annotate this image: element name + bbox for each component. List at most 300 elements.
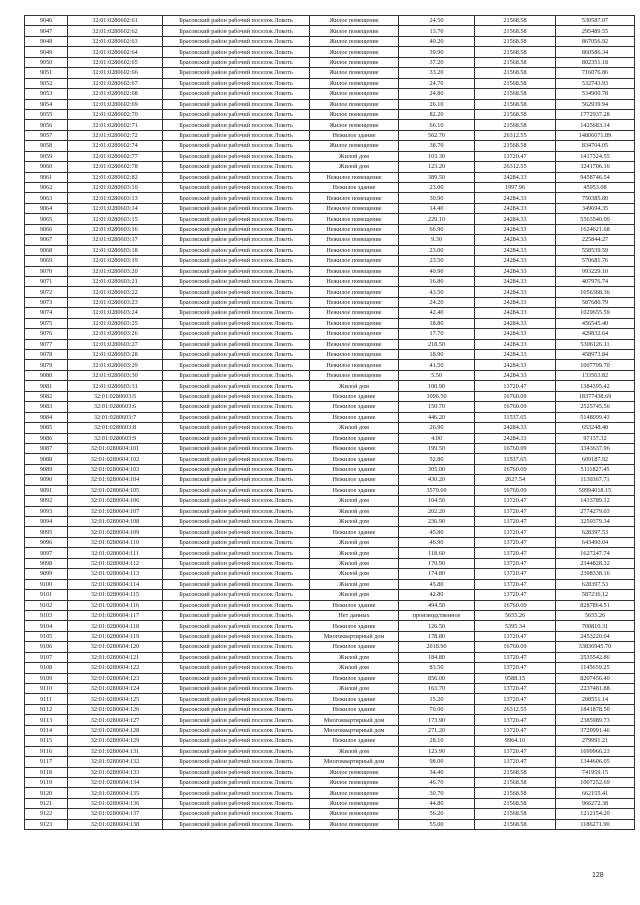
object-type-cell: Жилое помещение <box>310 78 399 88</box>
area-cell: 24.20 <box>399 297 475 307</box>
cadastral-value-cell: 2398338.16 <box>556 569 635 579</box>
area-cell: 2018.90 <box>399 642 475 652</box>
cadastral-number-cell: 32:01:0280604:111 <box>68 548 163 558</box>
unit-value-cell: 24284.33 <box>475 172 556 182</box>
cadastral-number-cell: 32:01:0280604:101 <box>68 443 163 453</box>
unit-value-cell: 24284.33 <box>475 256 556 266</box>
unit-value-cell: 16760.09 <box>475 391 556 401</box>
cadastral-value-cell: 628397.53 <box>556 579 635 589</box>
object-type-cell: Жилой дом <box>310 548 399 558</box>
unit-value-cell: 21568.58 <box>475 798 556 808</box>
area-cell: 5.50 <box>399 370 475 380</box>
area-cell: 40.20 <box>399 36 475 46</box>
row-number-cell: 9057 <box>25 130 68 140</box>
cadastral-number-cell: 32:01:0280604:129 <box>68 736 163 746</box>
row-number-cell: 9104 <box>25 621 68 631</box>
area-cell: 42.80 <box>399 590 475 600</box>
address-cell: Брасовский район рабочий поселок Локоть <box>163 527 310 537</box>
cadastral-number-cell: 32:01:0280602:63 <box>68 36 163 46</box>
unit-value-cell: 13720.47 <box>475 381 556 391</box>
cadastral-value-cell: 802351.18 <box>556 57 635 67</box>
cadastral-value-cell: 562939.94 <box>556 99 635 109</box>
cadastral-number-cell: 32:01:0280602:72 <box>68 130 163 140</box>
row-number-cell: 9085 <box>25 423 68 433</box>
area-cell: 229.10 <box>399 214 475 224</box>
object-type-cell: Жилой дом <box>310 558 399 568</box>
object-type-cell: Нежилое помещение <box>310 360 399 370</box>
address-cell: Брасовский район рабочий поселок Локоть <box>163 736 310 746</box>
object-type-cell: Жилое помещение <box>310 120 399 130</box>
unit-value-cell: 21568.58 <box>475 141 556 151</box>
area-cell: 163.70 <box>399 684 475 694</box>
table-row <box>25 99 635 109</box>
row-number-cell: 9074 <box>25 308 68 318</box>
table-row <box>25 287 635 297</box>
address-cell: Брасовский район рабочий поселок Локоть <box>163 26 310 36</box>
area-cell: 199.50 <box>399 443 475 453</box>
row-number-cell: 9103 <box>25 610 68 620</box>
area-cell: 494.50 <box>399 600 475 610</box>
table-row <box>25 47 635 57</box>
cadastral-value-cell: 456545.40 <box>556 318 635 328</box>
cadastral-number-cell: 32:01:0280603:29 <box>68 360 163 370</box>
cadastral-value-cell: 1384395.42 <box>556 381 635 391</box>
row-number-cell: 9047 <box>25 26 68 36</box>
unit-value-cell: 24284.33 <box>475 224 556 234</box>
area-cell: 24.50 <box>399 16 475 26</box>
object-type-cell: Нежилое помещение <box>310 235 399 245</box>
cadastral-number-cell: 32:01:0280604:135 <box>68 788 163 798</box>
table-row <box>25 308 635 318</box>
table-row <box>25 68 635 78</box>
table-body <box>25 16 635 830</box>
area-cell: 123.90 <box>399 746 475 756</box>
object-type-cell: Жилой дом <box>310 423 399 433</box>
object-type-cell: Нежилое помещение <box>310 370 399 380</box>
area-cell: 45.80 <box>399 527 475 537</box>
unit-value-cell: 24284.33 <box>475 276 556 286</box>
cadastral-number-cell: 32:01:0280603:18 <box>68 245 163 255</box>
table-row <box>25 78 635 88</box>
cadastral-value-cell: 2525745.56 <box>556 402 635 412</box>
area-cell: 9.30 <box>399 235 475 245</box>
address-cell: Брасовский район рабочий поселок Локоть <box>163 433 310 443</box>
address-cell: Брасовский район рабочий поселок Локоть <box>163 109 310 119</box>
unit-value-cell: 13720.47 <box>475 517 556 527</box>
table-row <box>25 684 635 694</box>
address-cell: Брасовский район рабочий поселок Локоть <box>163 287 310 297</box>
address-cell: Брасовский район рабочий поселок Локоть <box>163 725 310 735</box>
object-type-cell: Нежилое здание <box>310 412 399 422</box>
table-row <box>25 266 635 276</box>
row-number-cell: 9067 <box>25 235 68 245</box>
object-type-cell: Нежилое здание <box>310 694 399 704</box>
object-type-cell: Жилое помещение <box>310 16 399 26</box>
table-row <box>25 548 635 558</box>
object-type-cell: Нежилое здание <box>310 736 399 746</box>
object-type-cell: Нежилое здание <box>310 130 399 140</box>
object-type-cell: Нет данных <box>310 610 399 620</box>
object-type-cell: Нежилое здание <box>310 443 399 453</box>
address-cell: Брасовский район рабочий поселок Локоть <box>163 673 310 683</box>
object-type-cell: Нежилое здание <box>310 391 399 401</box>
cadastral-value-cell: 966272.38 <box>556 798 635 808</box>
unit-value-cell: 24284.33 <box>475 360 556 370</box>
unit-value-cell: 21568.58 <box>475 99 556 109</box>
area-cell: 118.60 <box>399 548 475 558</box>
unit-value-cell: 5655.26 <box>475 610 556 620</box>
address-cell: Брасовский район рабочий поселок Локоть <box>163 631 310 641</box>
row-number-cell: 9089 <box>25 464 68 474</box>
area-cell: 70.00 <box>399 704 475 714</box>
address-cell: Брасовский район рабочий поселок Локоть <box>163 256 310 266</box>
unit-value-cell: 21568.58 <box>475 57 556 67</box>
area-cell: 856.00 <box>399 673 475 683</box>
cadastral-number-cell: 32:01:0280604:124 <box>68 684 163 694</box>
area-cell: 55.00 <box>399 819 475 829</box>
unit-value-cell: 13720.47 <box>475 151 556 161</box>
cadastral-number-cell: 32:01:0280604:114 <box>68 579 163 589</box>
cadastral-number-cell: 32:01:0280602:74 <box>68 141 163 151</box>
unit-value-cell: 24284.33 <box>475 308 556 318</box>
address-cell: Брасовский район рабочий поселок Локоть <box>163 78 310 88</box>
cadastral-number-cell: 32:01:0280603:24 <box>68 308 163 318</box>
cadastral-number-cell: 32:01:0280604:125 <box>68 694 163 704</box>
cadastral-value-cell: 1145659.25 <box>556 663 635 673</box>
row-number-cell: 9061 <box>25 172 68 182</box>
cadastral-number-cell: 32:01:0280602:62 <box>68 26 163 36</box>
address-cell: Брасовский район рабочий поселок Локоть <box>163 715 310 725</box>
address-cell: Брасовский район рабочий поселок Локоть <box>163 16 310 26</box>
cadastral-number-cell: 32:01:0280604:110 <box>68 537 163 547</box>
object-type-cell: Нежилое здание <box>310 433 399 443</box>
area-cell: 4.00 <box>399 433 475 443</box>
object-type-cell: Жилое помещение <box>310 141 399 151</box>
row-number-cell: 9122 <box>25 809 68 819</box>
unit-value-cell: 13720.47 <box>475 579 556 589</box>
row-number-cell: 9096 <box>25 537 68 547</box>
row-number-cell: 9112 <box>25 704 68 714</box>
object-type-cell: Жилое помещение <box>310 809 399 819</box>
address-cell: Брасовский район рабочий поселок Локоть <box>163 99 310 109</box>
object-type-cell: Нежилое здание <box>310 475 399 485</box>
address-cell: Брасовский район рабочий поселок Локоть <box>163 798 310 808</box>
row-number-cell: 9091 <box>25 485 68 495</box>
object-type-cell: Жилое помещение <box>310 36 399 46</box>
object-type-cell: Нежилое здание <box>310 704 399 714</box>
cadastral-value-cell: 5306126.11 <box>556 339 635 349</box>
row-number-cell: 9087 <box>25 443 68 453</box>
row-number-cell: 9097 <box>25 548 68 558</box>
area-cell: 30.70 <box>399 788 475 798</box>
unit-value-cell: 24284.33 <box>475 193 556 203</box>
table-row <box>25 381 635 391</box>
cadastral-value-cell: 97137.32 <box>556 433 635 443</box>
cadastral-value-cell: 1007799.70 <box>556 360 635 370</box>
table-row <box>25 402 635 412</box>
address-cell: Брасовский район рабочий поселок Локоть <box>163 360 310 370</box>
area-cell: производственное <box>399 610 475 620</box>
row-number-cell: 9086 <box>25 433 68 443</box>
row-number-cell: 9117 <box>25 757 68 767</box>
cadastral-number-cell: 32:01:0280604:120 <box>68 642 163 652</box>
table-row <box>25 642 635 652</box>
table-row <box>25 517 635 527</box>
address-cell: Брасовский район рабочий поселок Локоть <box>163 443 310 453</box>
address-cell: Брасовский район рабочий поселок Локоть <box>163 203 310 213</box>
row-number-cell: 9094 <box>25 517 68 527</box>
area-cell: 42.40 <box>399 308 475 318</box>
cadastral-number-cell: 32:01:0280604:107 <box>68 506 163 516</box>
table-row <box>25 120 635 130</box>
cadastral-number-cell: 32:01:0280604:136 <box>68 798 163 808</box>
address-cell: Брасовский район рабочий поселок Локоть <box>163 412 310 422</box>
address-cell: Брасовский район рабочий поселок Локоть <box>163 370 310 380</box>
cadastral-value-cell: 208551.14 <box>556 694 635 704</box>
unit-value-cell: 13720.47 <box>475 684 556 694</box>
cadastral-value-cell: 3343637.96 <box>556 443 635 453</box>
cadastral-value-cell: 133563.82 <box>556 370 635 380</box>
address-cell: Брасовский район рабочий поселок Локоть <box>163 266 310 276</box>
cadastral-number-cell: 32:01:0280603:13 <box>68 193 163 203</box>
unit-value-cell: 16760.09 <box>475 485 556 495</box>
cadastral-value-cell: 295489.55 <box>556 26 635 36</box>
unit-value-cell: 13720.47 <box>475 558 556 568</box>
row-number-cell: 9105 <box>25 631 68 641</box>
address-cell: Брасовский район рабочий поселок Локоть <box>163 809 310 819</box>
object-type-cell: Нежилое помещение <box>310 224 399 234</box>
row-number-cell: 9055 <box>25 109 68 119</box>
area-cell: 43.50 <box>399 287 475 297</box>
table-row <box>25 433 635 443</box>
unit-value-cell: 13720.47 <box>475 569 556 579</box>
row-number-cell: 9123 <box>25 819 68 829</box>
row-number-cell: 9101 <box>25 590 68 600</box>
table-row <box>25 454 635 464</box>
table-row <box>25 297 635 307</box>
area-cell: 44.80 <box>399 798 475 808</box>
table-row <box>25 235 635 245</box>
cadastral-number-cell: 32:01:0280603:30 <box>68 370 163 380</box>
unit-value-cell: 24284.33 <box>475 339 556 349</box>
cadastral-value-cell: 407976.74 <box>556 276 635 286</box>
unit-value-cell: 13720.47 <box>475 725 556 735</box>
cadastral-number-cell: 32:01:0280603:28 <box>68 350 163 360</box>
row-number-cell: 9084 <box>25 412 68 422</box>
cadastral-number-cell: 32:01:0280604:123 <box>68 673 163 683</box>
area-cell: 46.70 <box>399 777 475 787</box>
cadastral-value-cell: 993229.10 <box>556 266 635 276</box>
table-row <box>25 788 635 798</box>
address-cell: Брасовский район рабочий поселок Локоть <box>163 162 310 172</box>
row-number-cell: 9100 <box>25 579 68 589</box>
table-row <box>25 443 635 453</box>
area-cell: 389.50 <box>399 172 475 182</box>
area-cell: 446.20 <box>399 412 475 422</box>
table-row <box>25 475 635 485</box>
address-cell: Брасовский район рабочий поселок Локоть <box>163 464 310 474</box>
cadastral-value-cell: 653248.48 <box>556 423 635 433</box>
address-cell: Брасовский район рабочий поселок Локоть <box>163 318 310 328</box>
area-cell: 66.90 <box>399 224 475 234</box>
row-number-cell: 9068 <box>25 245 68 255</box>
row-number-cell: 9106 <box>25 642 68 652</box>
address-cell: Брасовский район рабочий поселок Локоть <box>163 339 310 349</box>
object-type-cell: Нежилое помещение <box>310 339 399 349</box>
cadastral-number-cell: 32:01:0280602:70 <box>68 109 163 119</box>
table-row <box>25 590 635 600</box>
unit-value-cell: 13720.47 <box>475 757 556 767</box>
unit-value-cell: 24284.33 <box>475 423 556 433</box>
cadastral-value-cell: 279991.21 <box>556 736 635 746</box>
address-cell: Брасовский район рабочий поселок Локоть <box>163 819 310 829</box>
object-type-cell: Нежилое здание <box>310 464 399 474</box>
cadastral-number-cell: 32:01:0280604:117 <box>68 610 163 620</box>
unit-value-cell: 13720.47 <box>475 548 556 558</box>
table-row <box>25 485 635 495</box>
row-number-cell: 9114 <box>25 725 68 735</box>
area-cell: 123.20 <box>399 162 475 172</box>
area-cell: 18.80 <box>399 318 475 328</box>
area-cell: 38.70 <box>399 141 475 151</box>
address-cell: Брасовский район рабочий поселок Локоть <box>163 245 310 255</box>
cadastral-value-cell: 1007252.69 <box>556 777 635 787</box>
cadastral-value-cell: 716076.86 <box>556 68 635 78</box>
unit-value-cell: 13720.47 <box>475 663 556 673</box>
row-number-cell: 9062 <box>25 183 68 193</box>
address-cell: Брасовский район рабочий поселок Локоть <box>163 694 310 704</box>
row-number-cell: 9053 <box>25 89 68 99</box>
cadastral-value-cell: 834704.05 <box>556 141 635 151</box>
row-number-cell: 9095 <box>25 527 68 537</box>
table-row <box>25 141 635 151</box>
row-number-cell: 9050 <box>25 57 68 67</box>
address-cell: Брасовский район рабочий поселок Локоть <box>163 506 310 516</box>
cadastral-number-cell: 32:01:0280604:113 <box>68 569 163 579</box>
table-row <box>25 89 635 99</box>
unit-value-cell: 24284.33 <box>475 297 556 307</box>
object-type-cell: Жилое помещение <box>310 109 399 119</box>
object-type-cell: Жилое помещение <box>310 47 399 57</box>
row-number-cell: 9113 <box>25 715 68 725</box>
cadastral-number-cell: 32:01:0280604:104 <box>68 475 163 485</box>
table-row <box>25 350 635 360</box>
row-number-cell: 9063 <box>25 193 68 203</box>
cadastral-value-cell: 532743.93 <box>556 78 635 88</box>
table-row <box>25 673 635 683</box>
address-cell: Брасовский район рабочий поселок Локоть <box>163 276 310 286</box>
cadastral-value-cell: 570681.76 <box>556 256 635 266</box>
object-type-cell: Жилое помещение <box>310 777 399 787</box>
table-row <box>25 537 635 547</box>
cadastral-value-cell: 8287864.51 <box>556 600 635 610</box>
object-type-cell: Нежилое здание <box>310 527 399 537</box>
cadastral-number-cell: 32:01:0280602:82 <box>68 172 163 182</box>
cadastral-value-cell: 609187.92 <box>556 454 635 464</box>
cadastral-number-cell: 32:01:0280603:17 <box>68 235 163 245</box>
address-cell: Брасовский район рабочий поселок Локоть <box>163 652 310 662</box>
object-type-cell: Жилой дом <box>310 506 399 516</box>
object-type-cell: Жилое помещение <box>310 767 399 777</box>
cadastral-number-cell: 32:01:0280604:105 <box>68 485 163 495</box>
unit-value-cell: 21568.58 <box>475 809 556 819</box>
object-type-cell: Нежилое помещение <box>310 245 399 255</box>
area-cell: 39.90 <box>399 47 475 57</box>
table-row <box>25 109 635 119</box>
row-number-cell: 9110 <box>25 684 68 694</box>
cadastral-value-cell: 662155.41 <box>556 788 635 798</box>
area-cell: 30.90 <box>399 193 475 203</box>
table-row <box>25 370 635 380</box>
unit-value-cell: 24284.33 <box>475 287 556 297</box>
area-cell: 82.20 <box>399 109 475 119</box>
table-row <box>25 736 635 746</box>
area-cell: 34.40 <box>399 767 475 777</box>
cadastral-value-cell: 5655.26 <box>556 610 635 620</box>
unit-value-cell: 11537.65 <box>475 412 556 422</box>
cadastral-value-cell: 741959.15 <box>556 767 635 777</box>
table-row <box>25 600 635 610</box>
object-type-cell: Жилое помещение <box>310 26 399 36</box>
address-cell: Брасовский район рабочий поселок Локоть <box>163 569 310 579</box>
cadastral-value-cell: 225844.27 <box>556 235 635 245</box>
object-type-cell: Жилой дом <box>310 381 399 391</box>
table-row <box>25 725 635 735</box>
table-row <box>25 276 635 286</box>
address-cell: Брасовский район рабочий поселок Локоть <box>163 381 310 391</box>
cadastral-value-cell: 587680.79 <box>556 297 635 307</box>
object-type-cell: Жилой дом <box>310 579 399 589</box>
row-number-cell: 9054 <box>25 99 68 109</box>
unit-value-cell: 26312.55 <box>475 704 556 714</box>
object-type-cell: Жилое помещение <box>310 99 399 109</box>
cadastral-number-cell: 32:01:0280603:6 <box>68 402 163 412</box>
cadastral-value-cell: 534900.78 <box>556 89 635 99</box>
unit-value-cell: 13720.47 <box>475 527 556 537</box>
cadastral-value-cell: 18377438.69 <box>556 391 635 401</box>
address-cell: Брасовский район рабочий поселок Локоть <box>163 621 310 631</box>
address-cell: Брасовский район рабочий поселок Локоть <box>163 308 310 318</box>
table-row <box>25 506 635 516</box>
cadastral-number-cell: 32:01:0280604:115 <box>68 590 163 600</box>
unit-value-cell: 11537.65 <box>475 454 556 464</box>
unit-value-cell: 24284.33 <box>475 350 556 360</box>
area-cell: 46.90 <box>399 537 475 547</box>
cadastral-value-cell: 1841878.50 <box>556 704 635 714</box>
table-row <box>25 694 635 704</box>
unit-value-cell: 5395.34 <box>475 621 556 631</box>
unit-value-cell: 13720.47 <box>475 746 556 756</box>
unit-value-cell: 16760.09 <box>475 443 556 453</box>
unit-value-cell: 21568.58 <box>475 89 556 99</box>
unit-value-cell: 21568.58 <box>475 26 556 36</box>
object-type-cell: Жилой дом <box>310 652 399 662</box>
table-row <box>25 558 635 568</box>
row-number-cell: 9072 <box>25 287 68 297</box>
unit-value-cell: 16760.09 <box>475 600 556 610</box>
table-row <box>25 214 635 224</box>
cadastral-number-cell: 32:01:0280603:22 <box>68 287 163 297</box>
area-cell: 16.80 <box>399 276 475 286</box>
cadastral-number-cell: 32:01:0280603:25 <box>68 318 163 328</box>
object-type-cell: Нежилое помещение <box>310 329 399 339</box>
address-cell: Брасовский район рабочий поселок Локоть <box>163 68 310 78</box>
row-number-cell: 9060 <box>25 162 68 172</box>
table-row <box>25 36 635 46</box>
cadastral-number-cell: 32:01:0280604:138 <box>68 819 163 829</box>
cadastral-number-cell: 32:01:0280603:27 <box>68 339 163 349</box>
object-type-cell: Нежилое здание <box>310 600 399 610</box>
